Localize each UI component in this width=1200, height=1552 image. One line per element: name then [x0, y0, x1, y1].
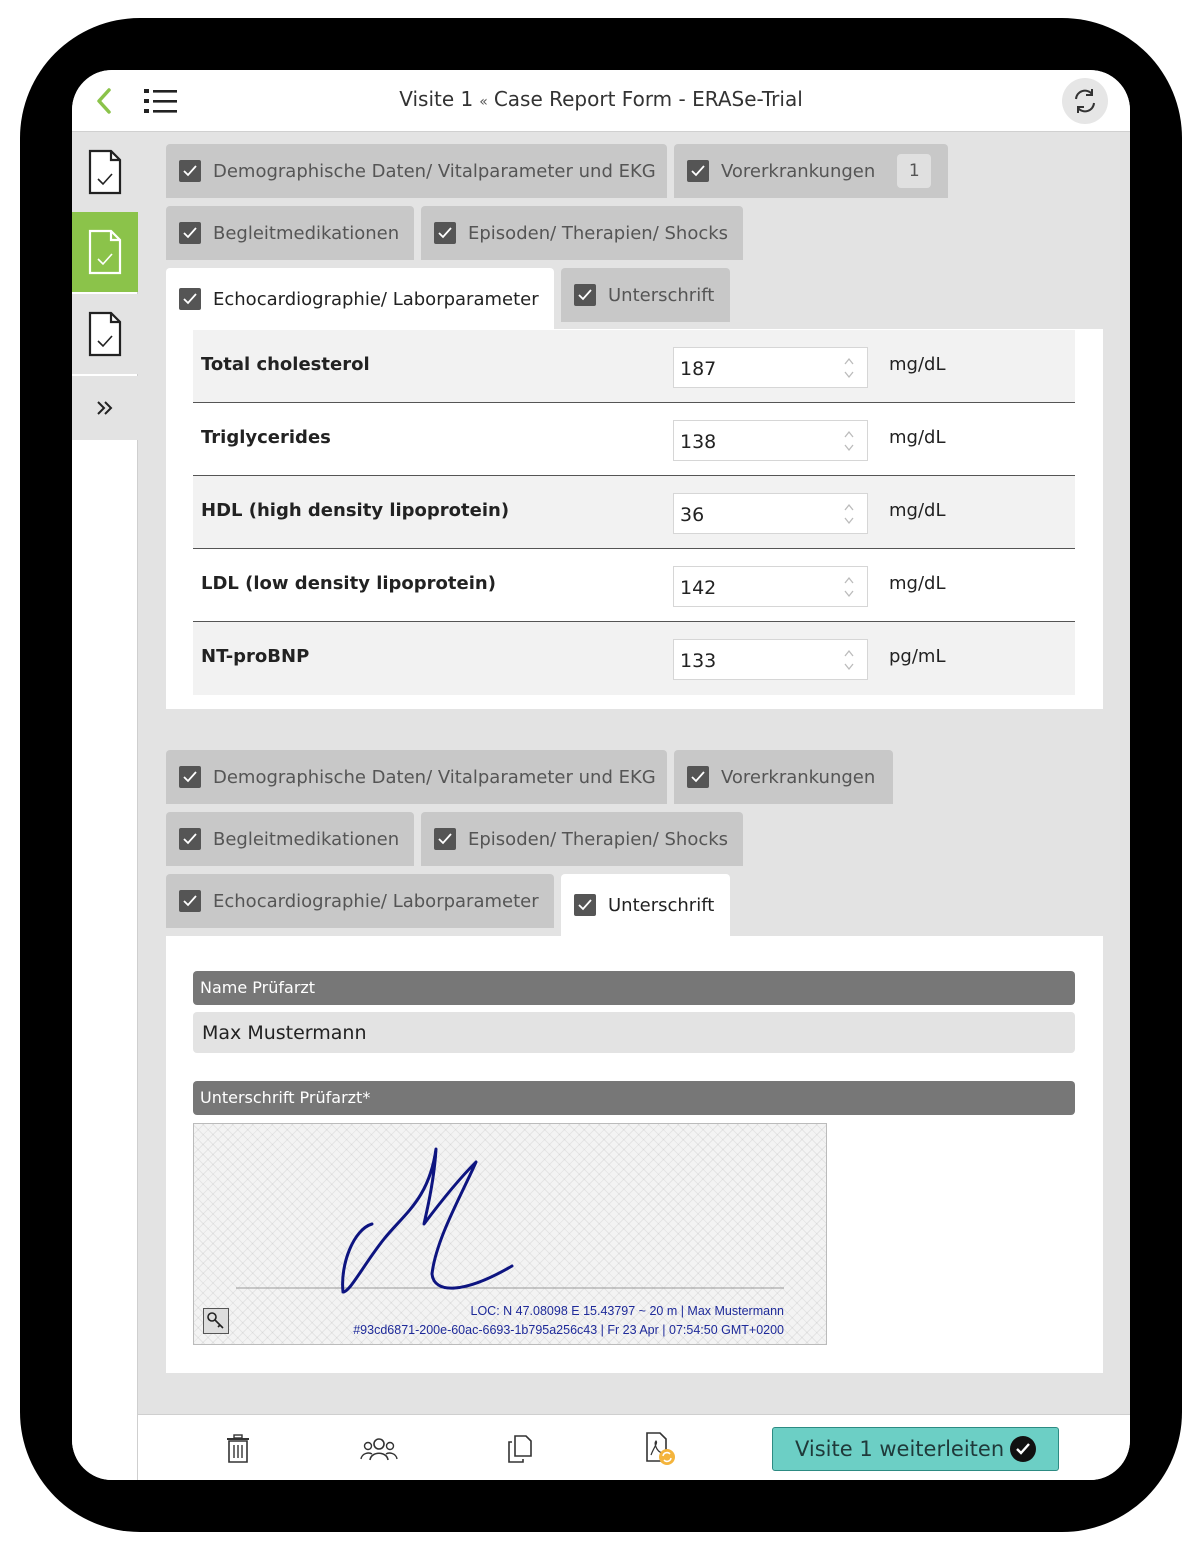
trash-icon	[225, 1434, 251, 1464]
lab-label: HDL (high density lipoprotein)	[201, 500, 510, 521]
tab-label: Echocardiographie/ Laborparameter	[213, 288, 539, 310]
checkbox-checked-icon	[179, 160, 201, 182]
name-field-header	[193, 971, 1075, 1005]
field-value-text: Max Mustermann	[202, 1022, 367, 1044]
ldl-input[interactable]	[673, 566, 868, 607]
checkbox-checked-icon	[434, 222, 456, 244]
lab-unit: mg/dL	[889, 354, 946, 375]
tab-label: Demographische Daten/ Vitalparameter und EKG	[213, 160, 656, 182]
visit-sidebar	[72, 132, 138, 1480]
lab-row-hdl	[193, 476, 1075, 549]
lab-label: Triglycerides	[201, 427, 331, 448]
tab-label: Unterschrift	[608, 894, 715, 916]
tab-medications[interactable]	[166, 206, 414, 260]
spinner-arrows-icon[interactable]	[843, 502, 855, 526]
tab-medications[interactable]	[166, 812, 414, 866]
users-icon	[360, 1436, 398, 1462]
forward-label: Visite 1 weiterleiten	[795, 1437, 1005, 1461]
field-label: Unterschrift Prüfarzt*	[200, 1088, 371, 1107]
share-users-button[interactable]	[359, 1429, 399, 1469]
tab-label: Begleitmedikationen	[213, 828, 400, 850]
checkbox-checked-icon	[574, 284, 596, 306]
total-cholesterol-input[interactable]	[673, 347, 868, 388]
checkbox-checked-icon	[574, 894, 596, 916]
checkbox-checked-icon	[687, 160, 709, 182]
page-title	[72, 87, 1130, 111]
document-check-icon	[87, 229, 123, 275]
spinner-arrows-icon[interactable]	[843, 575, 855, 599]
sidebar-item-visit-0[interactable]	[72, 132, 138, 212]
sidebar-expand-button[interactable]	[72, 376, 138, 440]
title-form: Case Report Form - ERASe-Trial	[493, 87, 803, 111]
lab-panel	[166, 329, 1103, 709]
sidebar-item-visit-2[interactable]	[72, 294, 138, 374]
forward-visit-button[interactable]	[772, 1427, 1059, 1471]
lab-label: Total cholesterol	[201, 354, 370, 375]
tab-label: Vorerkrankungen	[721, 160, 876, 182]
tab-label: Vorerkrankungen	[721, 766, 876, 788]
tab-label: Episoden/ Therapien/ Shocks	[468, 828, 729, 850]
lab-row-nt-probnp	[193, 622, 1075, 695]
tab-echo-lab[interactable]	[166, 268, 554, 330]
signature-hash-meta: #93cd6871-200e-60ac-6693-1b795a256c43 | Fr 23 Apr | 07:54:50 GMT+0200	[353, 1323, 784, 1337]
lab-unit: mg/dL	[889, 427, 946, 448]
tab-label: Unterschrift	[608, 284, 715, 306]
double-chevron-right-icon	[95, 399, 115, 417]
lab-label: NT-proBNP	[201, 646, 310, 667]
tab-label: Episoden/ Therapien/ Shocks	[468, 222, 729, 244]
tab-label: Echocardiographie/ Laborparameter	[213, 890, 539, 912]
signature-location-meta: LOC: N 47.08098 E 15.43797 ~ 20 m | Max Mustermann	[470, 1304, 784, 1318]
check-circle-icon	[1010, 1436, 1036, 1462]
refresh-icon	[1071, 87, 1099, 115]
checkbox-checked-icon	[179, 222, 201, 244]
tab-echo-lab[interactable]	[166, 874, 554, 928]
tab-signature[interactable]	[561, 268, 730, 322]
tab-demographics[interactable]	[166, 144, 667, 198]
checkbox-checked-icon	[179, 766, 201, 788]
top-bar	[72, 70, 1130, 132]
signature-field-header	[193, 1081, 1075, 1115]
input-value: 187	[680, 358, 717, 380]
checkbox-checked-icon	[179, 288, 201, 310]
tab-signature[interactable]	[561, 874, 730, 936]
checkbox-checked-icon	[179, 828, 201, 850]
delete-button[interactable]	[218, 1429, 258, 1469]
tab-label: Demographische Daten/ Vitalparameter und EKG	[213, 766, 656, 788]
lab-unit: mg/dL	[889, 573, 946, 594]
lab-unit: mg/dL	[889, 500, 946, 521]
input-value: 133	[680, 650, 717, 672]
spinner-arrows-icon[interactable]	[843, 648, 855, 672]
field-label: Name Prüfarzt	[200, 978, 316, 997]
tab-prior-diseases[interactable]	[674, 144, 948, 198]
tab-label: Begleitmedikationen	[213, 222, 400, 244]
document-check-icon	[87, 149, 123, 195]
lab-row-total-cholesterol	[193, 330, 1075, 403]
tab-episodes[interactable]	[421, 812, 743, 866]
title-visit: Visite 1	[399, 87, 474, 111]
checkbox-checked-icon	[434, 828, 456, 850]
copy-icon	[506, 1434, 534, 1464]
input-value: 138	[680, 431, 717, 453]
key-icon[interactable]	[203, 1308, 229, 1334]
lab-label: LDL (low density lipoprotein)	[201, 573, 496, 594]
spinner-arrows-icon[interactable]	[843, 356, 855, 380]
lab-row-ldl	[193, 549, 1075, 622]
document-check-icon	[87, 311, 123, 357]
triglycerides-input[interactable]	[673, 420, 868, 461]
spinner-arrows-icon[interactable]	[843, 429, 855, 453]
input-value: 142	[680, 577, 717, 599]
pdf-sync-button[interactable]	[640, 1429, 680, 1469]
copy-button[interactable]	[500, 1429, 540, 1469]
checkbox-checked-icon	[687, 766, 709, 788]
sync-button[interactable]	[1062, 78, 1108, 124]
app-screen	[72, 70, 1130, 1480]
tab-prior-diseases[interactable]	[674, 750, 893, 804]
hdl-input[interactable]	[673, 493, 868, 534]
pdf-sync-icon	[640, 1431, 680, 1467]
investigator-name-field[interactable]	[193, 1012, 1075, 1053]
footer-toolbar	[138, 1414, 1130, 1480]
input-value: 36	[680, 504, 705, 526]
signature-pad[interactable]	[193, 1123, 827, 1345]
count-badge: 1	[897, 154, 931, 188]
nt-probnp-input[interactable]	[673, 639, 868, 680]
tab-episodes[interactable]	[421, 206, 743, 260]
sidebar-item-visit-1[interactable]	[72, 212, 138, 292]
signature-panel	[166, 936, 1103, 1373]
lab-row-triglycerides	[193, 403, 1075, 476]
title-separator: «	[479, 94, 488, 110]
checkbox-checked-icon	[179, 890, 201, 912]
lab-unit: pg/mL	[889, 646, 946, 667]
tab-demographics[interactable]	[166, 750, 667, 804]
